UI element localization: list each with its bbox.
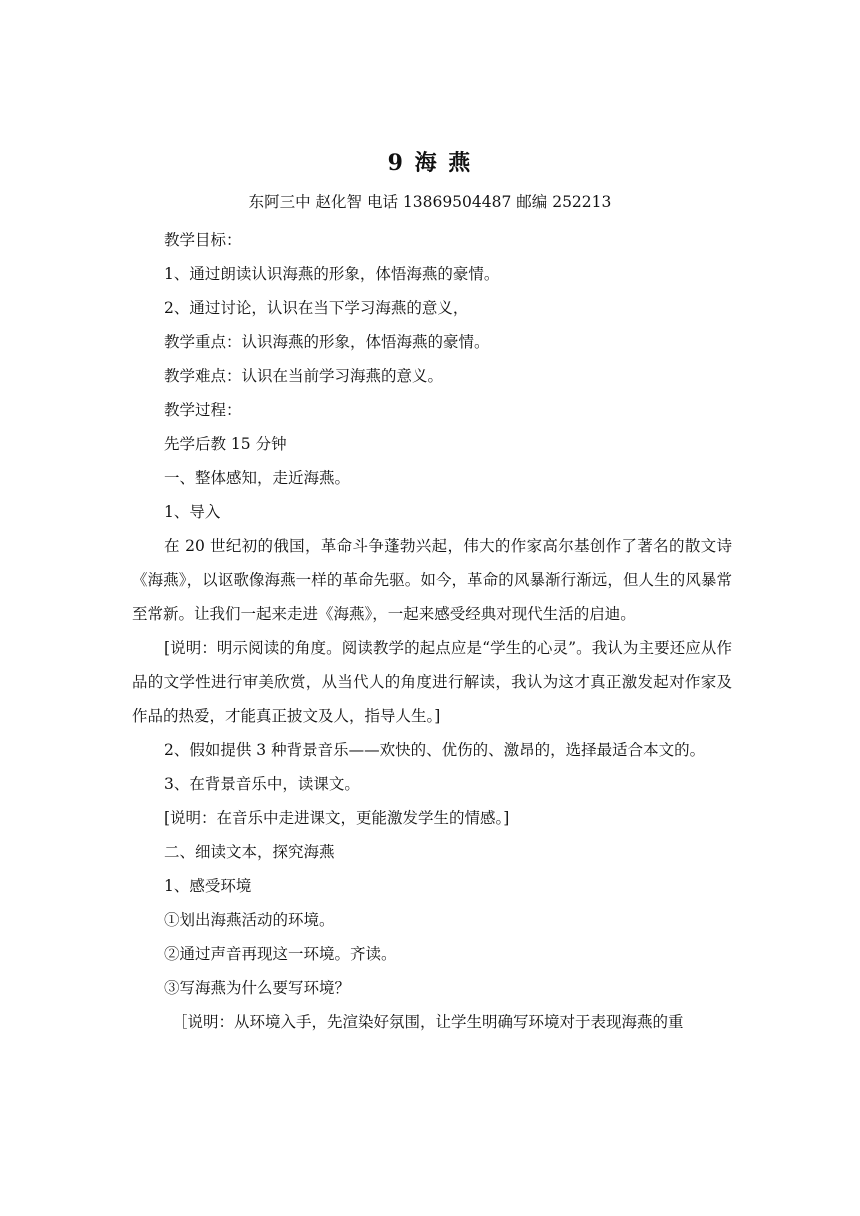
- paragraph-section-1: 一、整体感知，走近海燕。: [164, 469, 351, 487]
- paragraph-step-2: ②通过声音再现这一环境。齐读。: [164, 945, 397, 963]
- paragraph-difficult-point: 教学难点：认识在当前学习海燕的意义。: [164, 367, 444, 385]
- paragraph-objective-2: 2、通过讨论，认识在当下学习海燕的意义，: [164, 299, 469, 317]
- paragraph-music-choice: 2、假如提供 3 种背景音乐——欢快的、优伤的、激昂的，选择最适合本文的。: [164, 741, 706, 759]
- paragraph-step-3: ③写海燕为什么要写环境？: [164, 979, 351, 997]
- paragraph-note-3: ［说明：从环境入手，先渲染好氛围，让学生明确写环境对于表现海燕的重: [172, 1013, 684, 1031]
- paragraph-process-heading: 教学过程：: [164, 401, 242, 419]
- paragraph-objective-1: 1、通过朗读认识海燕的形象，体悟海燕的豪情。: [164, 265, 500, 283]
- paragraph-step-1: ①划出海燕活动的环境。: [164, 911, 335, 929]
- paragraph-objectives-heading: 教学目标：: [164, 231, 242, 249]
- author-byline: 东阿三中 赵化智 电话 13869504487 邮编 252213: [248, 193, 612, 211]
- paragraph-note-1: [说明：明示阅读的角度。阅读教学的起点应是“学生的心灵”。我认为主要还应从作品的文学性进行审美欣赏，从当代人的角度进行解读，我认为这才真正激发起对作家及作品的热爱，才能真正披文及人，指导人生。]: [132, 639, 732, 725]
- paragraph-key-point: 教学重点：认识海燕的形象，体悟海燕的豪情。: [164, 333, 490, 351]
- paragraph-intro-heading: 1、导入: [164, 503, 221, 521]
- document-body: [132, 223, 732, 1039]
- paragraph-read-text: 3、在背景音乐中，读课文。: [164, 775, 360, 793]
- paragraph-note-2: [说明：在音乐中走进课文，更能激发学生的情感。]: [164, 809, 510, 827]
- paragraph-environment-heading: 1、感受环境: [164, 877, 252, 895]
- paragraph-pre-study: 先学后教 15 分钟: [164, 435, 287, 453]
- paragraph-section-2: 二、细读文本，探究海燕: [164, 843, 335, 861]
- paragraph-intro-text: 在 20 世纪初的俄国，革命斗争蓬勃兴起，伟大的作家高尔基创作了著名的散文诗《海燕》，以讴歌像海燕一样的革命先驱。如今，革命的风暴渐行渐远，但人生的风暴常至常新。让我们一起来走进《海燕》，一起来感受经典对现代生活的启迪。: [132, 537, 732, 623]
- document-title: 9 海 燕: [387, 150, 473, 176]
